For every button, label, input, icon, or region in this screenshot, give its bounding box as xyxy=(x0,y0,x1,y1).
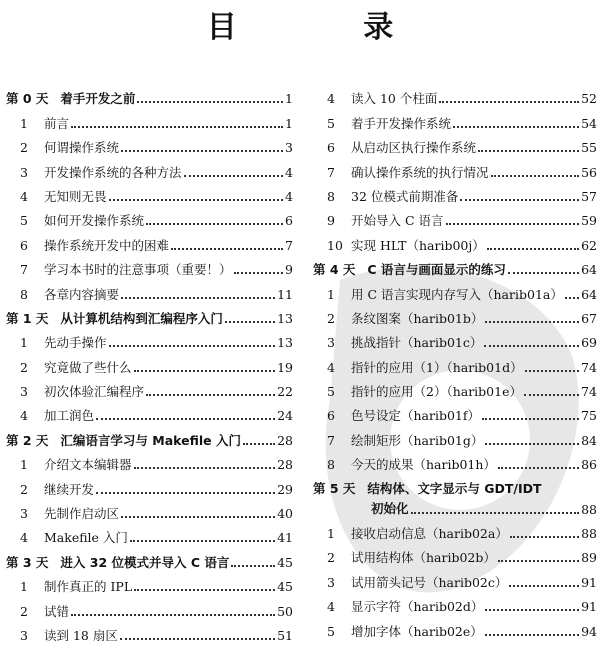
entry-page: 75 xyxy=(581,408,597,424)
leader-dots xyxy=(484,345,579,347)
entry-number: 10 xyxy=(327,237,343,253)
entry-page: 6 xyxy=(285,213,293,229)
entry-page: 1 xyxy=(285,115,293,131)
entry-number: 3 xyxy=(20,506,28,522)
leader-dots xyxy=(510,536,579,538)
toc-entry-ch3-9[interactable] xyxy=(313,204,597,228)
entry-number: 6 xyxy=(20,237,28,253)
toc-entry-ch0-4[interactable] xyxy=(6,180,293,204)
entry-number: 4 xyxy=(20,188,28,204)
entry-number: 9 xyxy=(327,213,335,229)
entry-page: 56 xyxy=(581,164,597,180)
leader-dots xyxy=(460,199,579,201)
chapter-0-entry[interactable]: 第 0 天 着手开发之前 1 xyxy=(6,91,293,107)
entry-number: 4 xyxy=(327,91,335,107)
entry-number: 2 xyxy=(20,359,28,375)
entry-number: 7 xyxy=(20,262,28,278)
entry-number: 2 xyxy=(20,481,28,497)
chapter-1-entry[interactable]: 第 1 天 从计算机结构到汇编程序入门 13 xyxy=(6,310,293,326)
entry-page: 94 xyxy=(581,623,597,639)
entry-number: 4 xyxy=(327,599,335,615)
entry-page: 88 xyxy=(581,526,597,542)
leader-dots xyxy=(485,321,579,323)
toc-left-column xyxy=(6,82,293,643)
entry-title: 今天的成果（harib01h） xyxy=(351,457,496,473)
toc-entry-ch2-4[interactable] xyxy=(6,521,293,545)
entry-page: 54 xyxy=(581,115,597,131)
entry-page: 9 xyxy=(285,262,293,278)
entry-number: 3 xyxy=(20,627,28,643)
entry-page: 74 xyxy=(581,359,597,375)
leader-dots xyxy=(134,589,275,591)
toc-entry-ch3-5[interactable] xyxy=(313,106,597,130)
entry-page: 24 xyxy=(277,408,293,424)
leader-dots xyxy=(121,297,275,299)
toc-entry-ch1-3[interactable] xyxy=(6,375,293,399)
leader-dots xyxy=(509,585,579,587)
entry-number: 1 xyxy=(20,579,28,595)
entry-number: 8 xyxy=(327,188,335,204)
entry-page: 91 xyxy=(581,574,597,590)
entry-page: 3 xyxy=(285,140,293,156)
leader-dots xyxy=(525,370,580,372)
entry-page: 64 xyxy=(581,286,597,302)
entry-title: 操作系统开发中的困难 xyxy=(44,237,170,253)
leader-dots xyxy=(485,634,579,636)
entry-title: 色号设定（harib01f） xyxy=(351,408,481,424)
leader-dots xyxy=(71,126,283,128)
entry-page: 89 xyxy=(581,550,597,566)
toc-entry-ch5-5[interactable] xyxy=(313,614,597,638)
toc-entry-ch2-2[interactable] xyxy=(6,472,293,496)
entry-number: 8 xyxy=(327,457,335,473)
leader-dots xyxy=(184,175,284,177)
entry-page: 52 xyxy=(581,91,597,107)
toc-entry-ch2-3[interactable] xyxy=(6,497,293,521)
toc-entry-ch3-3[interactable] xyxy=(6,619,293,643)
entry-page: 59 xyxy=(581,213,597,229)
entry-title: 从启动区执行操作系统 xyxy=(351,140,477,156)
leader-dots xyxy=(485,609,579,611)
toc-entry-ch3-7[interactable] xyxy=(313,155,597,179)
entry-page: 28 xyxy=(277,457,293,473)
entry-number: 3 xyxy=(20,164,28,180)
leader-dots xyxy=(171,248,283,250)
leader-dots xyxy=(96,418,275,420)
entry-number: 5 xyxy=(327,384,335,400)
entry-title: 继续开发 xyxy=(44,481,95,497)
entry-title: 先动手操作 xyxy=(44,335,107,351)
entry-title: 如何开发操作系统 xyxy=(44,213,145,229)
toc-entry-ch3-2[interactable] xyxy=(6,594,293,618)
entry-number: 1 xyxy=(20,335,28,351)
entry-page: 57 xyxy=(581,188,597,204)
entry-page: 40 xyxy=(277,506,293,522)
leader-dots xyxy=(71,614,275,616)
leader-dots xyxy=(134,370,276,372)
entry-page: 51 xyxy=(277,627,293,643)
toc-entry-ch4-4[interactable] xyxy=(313,350,597,374)
leader-dots xyxy=(453,126,579,128)
entry-number: 6 xyxy=(327,140,335,156)
leader-dots xyxy=(498,467,579,469)
chapter-3-entry[interactable]: 第 3 天 进入 32 位模式并导入 C 语言 45 xyxy=(6,554,293,570)
leader-dots xyxy=(96,492,275,494)
entry-title: 读到 18 扇区 xyxy=(44,627,118,643)
leader-dots xyxy=(491,175,580,177)
entry-title: 显示字符（harib02d） xyxy=(351,599,484,615)
leader-dots xyxy=(482,418,579,420)
entry-number: 2 xyxy=(327,550,335,566)
leader-dots xyxy=(487,248,579,250)
toc-entry-ch5-4[interactable] xyxy=(313,590,597,614)
entry-title: 确认操作系统的执行情况 xyxy=(351,164,489,180)
toc-entry-ch0-8[interactable] xyxy=(6,277,293,301)
entry-number: 1 xyxy=(20,115,28,131)
entry-title: 各章内容摘要 xyxy=(44,286,120,302)
chapter-5-entry[interactable]: 第 5 天 结构体、文字显示与 GDT/IDT xyxy=(313,480,542,496)
entry-title: 32 位模式前期准备 xyxy=(351,188,459,204)
leader-dots xyxy=(234,272,284,274)
entry-number: 4 xyxy=(20,408,28,424)
entry-number: 7 xyxy=(327,164,335,180)
toc-entry-ch1-2[interactable] xyxy=(6,350,293,374)
entry-number: 2 xyxy=(20,603,28,619)
entry-title: 绘制矩形（harib01g） xyxy=(351,432,484,448)
entry-title: 读入 10 个柱面 xyxy=(351,91,438,107)
chapter-5-entry-continued[interactable]: 初始化 88 xyxy=(371,500,597,517)
leader-dots xyxy=(446,223,580,225)
toc-entry-ch5-1[interactable] xyxy=(313,517,597,541)
entry-page: 4 xyxy=(285,164,293,180)
toc-entry-ch4-7[interactable] xyxy=(313,423,597,447)
entry-number: 1 xyxy=(327,526,335,542)
entry-title: 着手开发操作系统 xyxy=(351,115,452,131)
entry-page: 11 xyxy=(277,286,293,302)
leader-dots xyxy=(130,540,275,542)
leader-dots xyxy=(485,443,579,445)
entry-title: 初次体验汇编程序 xyxy=(44,384,145,400)
entry-number: 5 xyxy=(327,623,335,639)
entry-title: 何谓操作系统 xyxy=(44,140,120,156)
leader-dots xyxy=(498,560,579,562)
entry-number: 8 xyxy=(20,286,28,302)
toc-entry-ch0-3[interactable] xyxy=(6,155,293,179)
leader-dots xyxy=(121,150,283,152)
entry-title: 制作真正的 IPL xyxy=(44,579,133,595)
entry-title: 试用结构体（harib02b） xyxy=(351,550,496,566)
leader-dots xyxy=(565,297,579,299)
entry-page: 62 xyxy=(581,237,597,253)
toc-entry-ch5-3[interactable] xyxy=(313,565,597,589)
toc-entry-ch4-5[interactable] xyxy=(313,375,597,399)
entry-title: 无知则无畏 xyxy=(44,188,107,204)
entry-title: 开发操作系统的各种方法 xyxy=(44,164,182,180)
entry-page: 7 xyxy=(285,237,293,253)
toc-entry-ch3-8[interactable] xyxy=(313,180,597,204)
entry-number: 4 xyxy=(20,530,28,546)
entry-title: 指针的应用（2）（harib01e） xyxy=(351,384,522,400)
leader-dots xyxy=(134,467,276,469)
entry-page: 41 xyxy=(277,530,293,546)
toc-entry-ch4-2[interactable] xyxy=(313,302,597,326)
leader-dots xyxy=(439,101,579,103)
entry-title: 指针的应用（1）（harib01d） xyxy=(351,359,523,375)
leader-dots xyxy=(121,516,275,518)
toc-entry-ch3-10[interactable] xyxy=(313,228,597,252)
entry-page: 91 xyxy=(581,599,597,615)
toc-entry-ch4-6[interactable] xyxy=(313,399,597,423)
entry-page: 19 xyxy=(277,359,293,375)
toc-entry-ch0-7[interactable] xyxy=(6,253,293,277)
entry-title: 实现 HLT（harib00j） xyxy=(351,237,485,253)
chapter-4-entry[interactable]: 第 4 天 C 语言与画面显示的练习 64 xyxy=(313,262,597,278)
toc-entry-ch0-6[interactable] xyxy=(6,228,293,252)
entry-title: 介绍文本编辑器 xyxy=(44,457,132,473)
entry-page: 22 xyxy=(277,384,293,400)
entry-title: 先制作启动区 xyxy=(44,506,120,522)
entry-page: 29 xyxy=(277,481,293,497)
toc-right-column xyxy=(313,82,597,639)
entry-page: 50 xyxy=(277,603,293,619)
entry-title: 究竟做了些什么 xyxy=(44,359,132,375)
entry-number: 2 xyxy=(327,310,335,326)
leader-dots xyxy=(146,223,283,225)
toc-entry-ch0-2[interactable] xyxy=(6,131,293,155)
entry-page: 67 xyxy=(581,310,597,326)
entry-title: 用 C 语言实现内存写入（harib01a） xyxy=(351,286,563,302)
entry-page: 74 xyxy=(581,384,597,400)
entry-number: 1 xyxy=(20,457,28,473)
entry-number: 6 xyxy=(327,408,335,424)
toc-entry-ch4-1[interactable] xyxy=(313,277,597,301)
toc-entry-ch0-5[interactable] xyxy=(6,204,293,228)
leader-dots xyxy=(120,638,275,640)
entry-number: 5 xyxy=(327,115,335,131)
toc-entry-ch3-6[interactable] xyxy=(313,131,597,155)
leader-dots xyxy=(524,394,579,396)
entry-page: 86 xyxy=(581,457,597,473)
entry-title: 开始导入 C 语言 xyxy=(351,213,444,229)
toc-entry-ch0-1[interactable] xyxy=(6,106,293,130)
entry-title: 前言 xyxy=(44,115,70,131)
leader-dots xyxy=(146,394,275,396)
entry-page: 84 xyxy=(581,432,597,448)
toc-entry-ch3-4[interactable] xyxy=(313,82,597,106)
toc-entry-ch4-8[interactable] xyxy=(313,448,597,472)
entry-page: 45 xyxy=(277,579,293,595)
leader-dots xyxy=(109,199,284,201)
entry-title: 挑战指针（harib01c） xyxy=(351,335,483,351)
entry-number: 5 xyxy=(20,213,28,229)
entry-number: 3 xyxy=(20,384,28,400)
chapter-2-entry[interactable]: 第 2 天 汇编语言学习与 Makefile 入门 28 xyxy=(6,432,293,448)
entry-number: 1 xyxy=(327,286,335,302)
page-title: 目 录 xyxy=(206,10,452,45)
entry-title: 试用箭头记号（harib02c） xyxy=(351,574,508,590)
leader-dots xyxy=(109,345,276,347)
toc-entry-ch3-1[interactable] xyxy=(6,570,293,594)
entry-number: 7 xyxy=(327,432,335,448)
entry-title: 条纹图案（harib01b） xyxy=(351,310,484,326)
entry-page: 55 xyxy=(581,140,597,156)
entry-title: 接收启动信息（harib02a） xyxy=(351,526,508,542)
entry-number: 4 xyxy=(327,359,335,375)
entry-page: 13 xyxy=(277,335,293,351)
toc-entry-ch2-1[interactable] xyxy=(6,448,293,472)
entry-title: 试错 xyxy=(44,603,70,619)
entry-page: 69 xyxy=(581,335,597,351)
entry-number: 2 xyxy=(20,140,28,156)
entry-title: 增加字体（harib02e） xyxy=(351,623,483,639)
toc-entry-ch4-3[interactable] xyxy=(313,326,597,350)
toc-entry-ch5-2[interactable] xyxy=(313,541,597,565)
entry-title: Makefile 入门 xyxy=(44,530,128,546)
entry-number: 3 xyxy=(327,335,335,351)
leader-dots xyxy=(478,150,579,152)
toc-entry-ch1-1[interactable] xyxy=(6,326,293,350)
entry-title: 学习本书时的注意事项（重要！） xyxy=(44,262,232,278)
entry-number: 3 xyxy=(327,574,335,590)
entry-page: 4 xyxy=(285,188,293,204)
entry-title: 加工润色 xyxy=(44,408,95,424)
toc-entry-ch1-4[interactable] xyxy=(6,399,293,423)
